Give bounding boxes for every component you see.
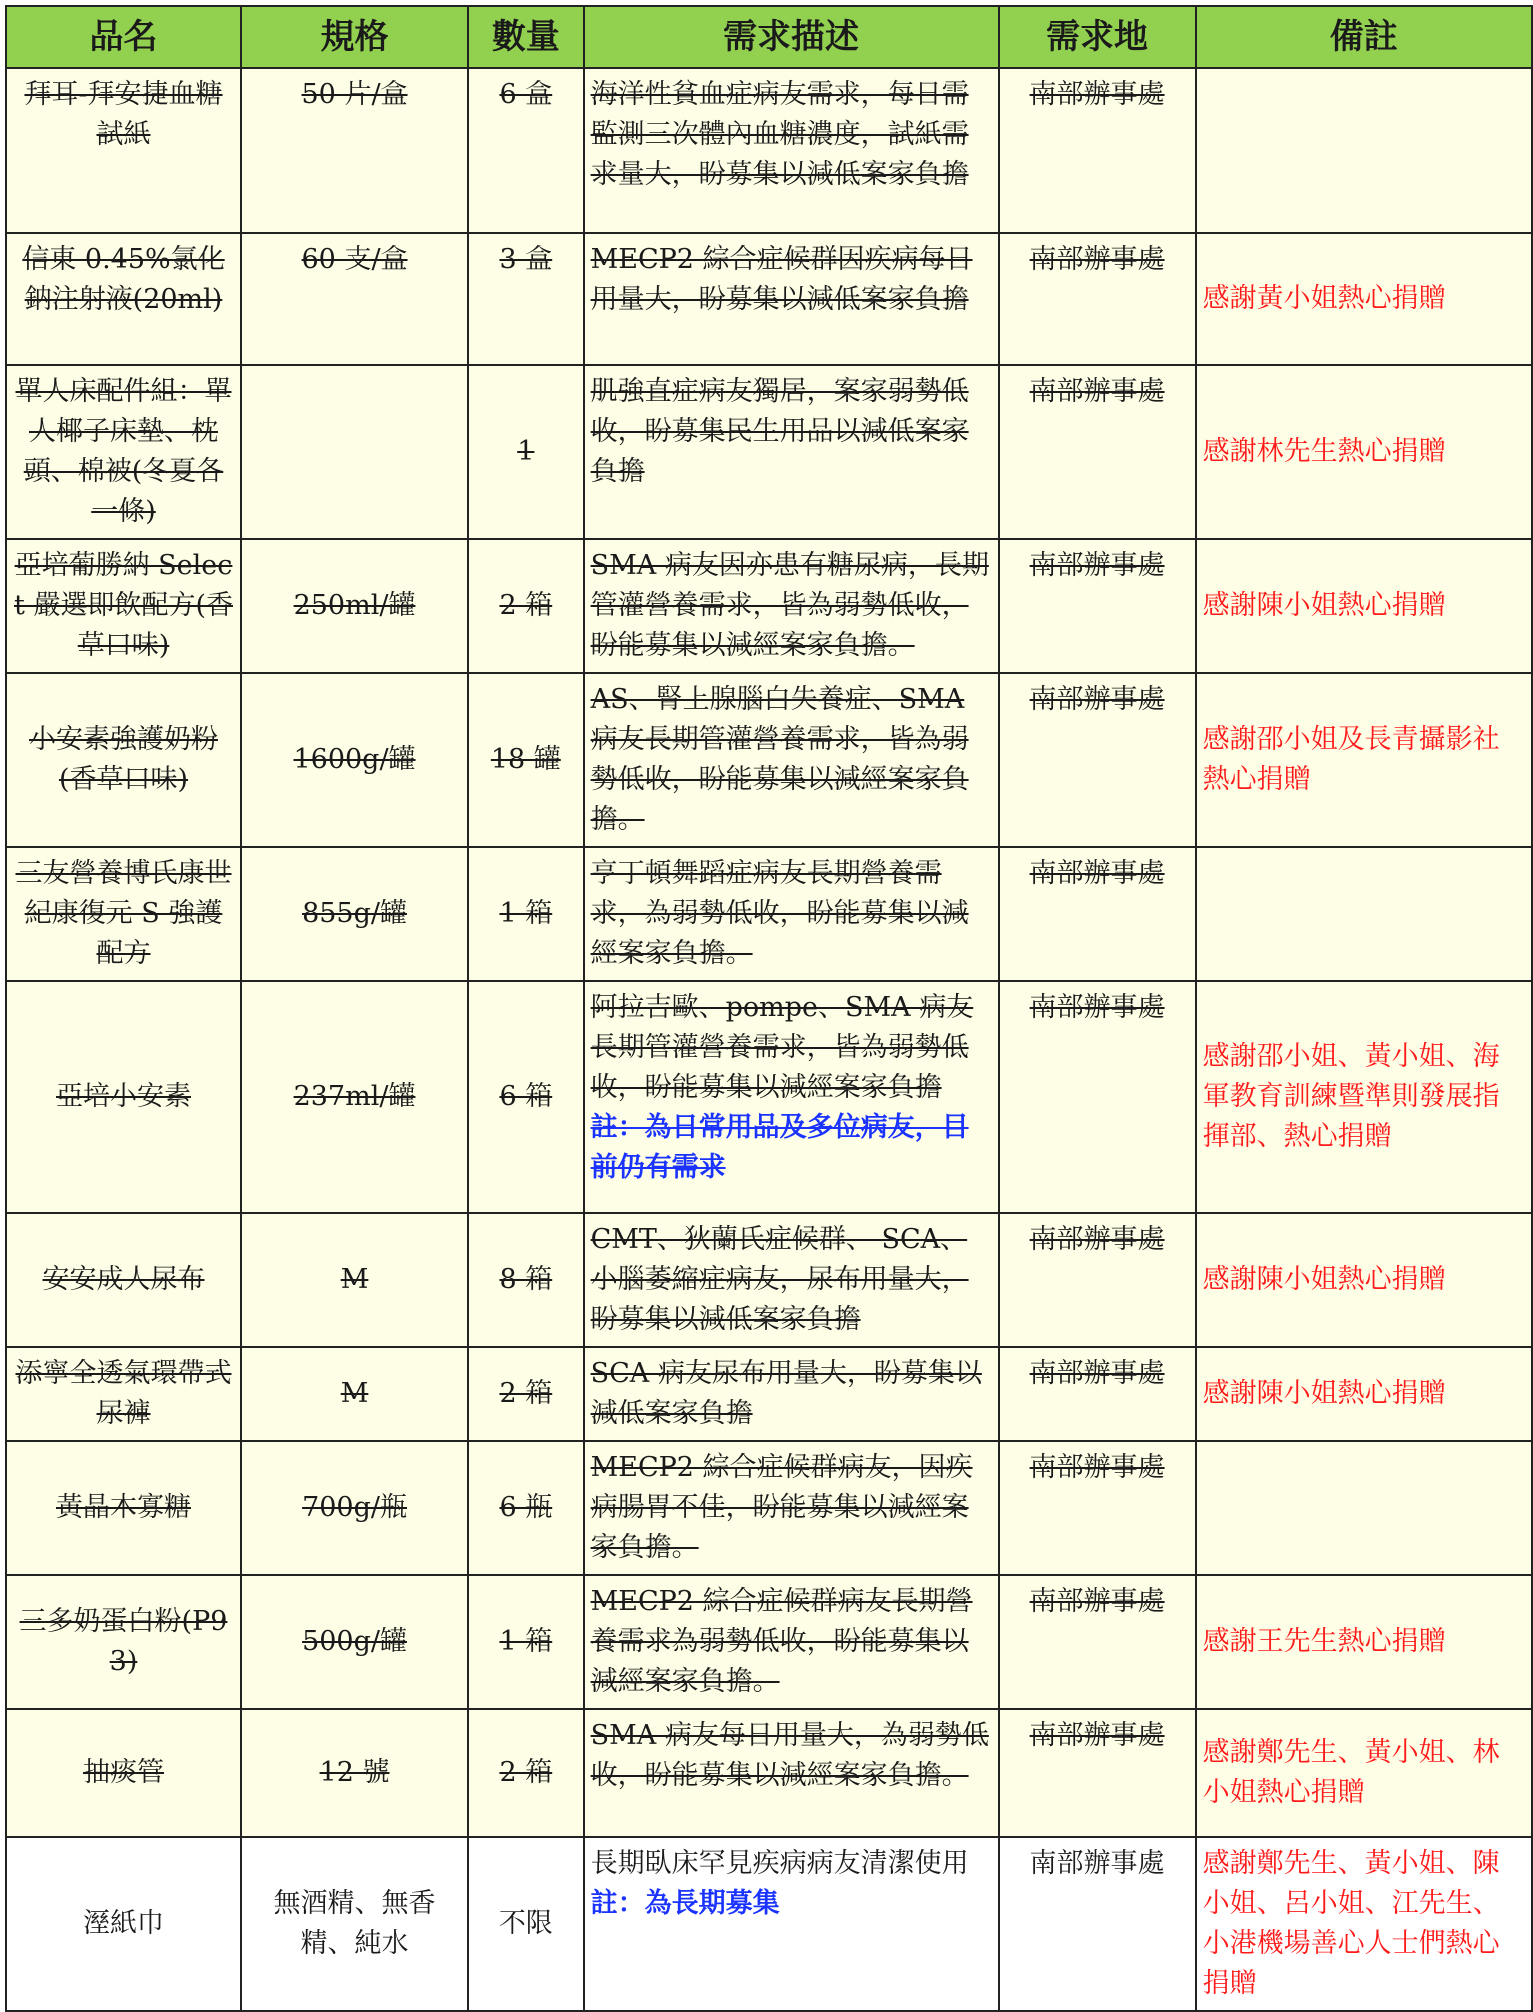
- cell-quantity-text: 6 瓶: [499, 1492, 553, 1523]
- cell-location-text: 南部辦事處: [1029, 1224, 1165, 1255]
- cell-description-text: 亨丁頓舞蹈症病友長期營養需求，為弱勢低收，盼能募集以減經案家負擔。: [590, 858, 969, 969]
- cell-item-name: [6, 1837, 241, 2011]
- cell-remarks-text: 感謝林先生熱心捐贈: [1202, 436, 1446, 467]
- cell-item-name-text: 單人床配件組：單人椰子床墊、枕頭、棉被(冬夏各一條): [15, 376, 232, 527]
- cell-spec-text: 250ml/罐: [293, 590, 416, 621]
- cell-remarks: [1196, 1347, 1532, 1441]
- cell-location-text: 南部辦事處: [1029, 79, 1165, 110]
- cell-location-text: 南部辦事處: [1029, 858, 1165, 889]
- cell-quantity-text: 2 箱: [499, 1757, 553, 1788]
- cell-quantity-text: 8 箱: [499, 1264, 553, 1295]
- cell-spec-text: M: [340, 1378, 369, 1409]
- cell-remarks: [1196, 365, 1532, 539]
- cell-remarks: [1196, 233, 1532, 365]
- cell-remarks: [1196, 68, 1532, 233]
- cell-location-text: 南部辦事處: [1029, 244, 1165, 275]
- cell-quantity: [468, 673, 584, 847]
- cell-location-text: 南部辦事處: [1029, 992, 1165, 1023]
- cell-remarks: [1196, 1575, 1532, 1709]
- cell-item-name: [6, 1709, 241, 1837]
- cell-spec: [241, 981, 468, 1213]
- cell-item-name: [6, 847, 241, 981]
- cell-quantity: [468, 68, 584, 233]
- cell-location-text: 南部辦事處: [1029, 550, 1165, 581]
- cell-item-name-text: 拜耳-拜安捷血糖試紙: [24, 79, 223, 150]
- cell-quantity-text: 1: [517, 436, 535, 467]
- cell-description: [584, 365, 999, 539]
- table-row: [6, 981, 1532, 1213]
- cell-description-text: 長期臥床罕見疾病病友清潔使用: [590, 1848, 969, 1879]
- cell-item-name: [6, 673, 241, 847]
- cell-item-name-text: 添寧全透氣環帶式尿褲: [15, 1358, 232, 1429]
- cell-location: [999, 1575, 1196, 1709]
- cell-quantity: [468, 1709, 584, 1837]
- description-note: 註：為日常用品及多位病友，目前仍有需求: [590, 1112, 969, 1183]
- cell-item-name-text: 亞培小安素: [56, 1081, 191, 1112]
- cell-description-text: SMA 病友因亦患有糖尿病，長期管灌營養需求，皆為弱勢低收，盼能募集以減經案家負擔。: [590, 550, 989, 661]
- cell-spec-text: 237ml/罐: [293, 1081, 416, 1112]
- cell-item-name-text: 溼紙巾: [83, 1908, 164, 1939]
- cell-quantity: [468, 1347, 584, 1441]
- cell-remarks: [1196, 673, 1532, 847]
- cell-item-name: [6, 68, 241, 233]
- cell-spec-text: 1600g/罐: [293, 744, 416, 775]
- donation-needs-table: [5, 5, 1533, 2012]
- cell-quantity-text: 6 盒: [499, 79, 553, 110]
- cell-quantity-text: 2 箱: [499, 590, 553, 621]
- cell-remarks: [1196, 1441, 1532, 1575]
- table-row: [6, 1213, 1532, 1347]
- cell-remarks-text: 感謝黃小姐熱心捐贈: [1202, 283, 1446, 314]
- cell-spec: [241, 233, 468, 365]
- table-row: [6, 233, 1532, 365]
- cell-remarks-text: 感謝陳小姐熱心捐贈: [1202, 1378, 1446, 1409]
- cell-description-text: 阿拉吉歐、pompe、SMA 病友長期管灌營養需求，皆為弱勢低收，盼能募集以減經案家負擔: [590, 992, 974, 1103]
- cell-item-name: [6, 1441, 241, 1575]
- table-row: [6, 1575, 1532, 1709]
- cell-item-name: [6, 1575, 241, 1709]
- table-row: [6, 673, 1532, 847]
- cell-location-text: 南部辦事處: [1029, 1848, 1165, 1879]
- cell-remarks-text: 感謝邵小姐及長青攝影社熱心捐贈: [1202, 724, 1500, 795]
- cell-location: [999, 1709, 1196, 1837]
- cell-description-text: SMA 病友每日用量大，為弱勢低收，盼能募集以減經案家負擔。: [590, 1720, 989, 1791]
- table-row: [6, 1837, 1532, 2011]
- cell-description-text: AS、腎上腺腦白失養症、SMA 病友長期管灌營養需求，皆為弱勢低收，盼能募集以減經案家負擔。: [590, 684, 969, 835]
- cell-spec-text: 500g/罐: [302, 1626, 407, 1657]
- cell-item-name: [6, 233, 241, 365]
- cell-description: [584, 847, 999, 981]
- cell-location: [999, 1347, 1196, 1441]
- cell-spec-text: 無酒精、無香精、純水: [273, 1888, 436, 1959]
- cell-remarks-text: 感謝鄭先生、黃小姐、陳小姐、呂小姐、江先生、小港機場善心人士們熱心捐贈: [1202, 1848, 1500, 1999]
- cell-quantity: [468, 233, 584, 365]
- cell-quantity-text: 1 箱: [499, 1626, 553, 1657]
- cell-remarks: [1196, 1709, 1532, 1837]
- cell-remarks: [1196, 1213, 1532, 1347]
- cell-spec: [241, 365, 468, 539]
- cell-description: [584, 981, 999, 1213]
- cell-quantity: [468, 1575, 584, 1709]
- cell-description: [584, 539, 999, 673]
- cell-quantity: [468, 1213, 584, 1347]
- cell-spec: [241, 847, 468, 981]
- cell-item-name: [6, 1213, 241, 1347]
- table-row: [6, 365, 1532, 539]
- cell-description: [584, 1837, 999, 2011]
- cell-remarks-text: 感謝鄭先生、黃小姐、林小姐熱心捐贈: [1202, 1737, 1500, 1808]
- cell-quantity-text: 1 箱: [499, 898, 553, 929]
- cell-item-name-text: 三友營養博氏康世紀康復元 S 強護配方: [15, 858, 232, 969]
- cell-spec: [241, 1575, 468, 1709]
- cell-quantity: [468, 981, 584, 1213]
- cell-quantity: [468, 1837, 584, 2011]
- cell-location-text: 南部辦事處: [1029, 684, 1165, 715]
- cell-description-text: 肌強直症病友獨居，案家弱勢低收，盼募集民生用品以減低案家負擔: [590, 376, 969, 487]
- cell-item-name: [6, 539, 241, 673]
- cell-item-name-text: 三多奶蛋白粉(P93): [19, 1606, 228, 1677]
- cell-remarks-text: 感謝陳小姐熱心捐贈: [1202, 590, 1446, 621]
- cell-description-text: CMT、狄蘭氏症候群、 SCA、小腦萎縮症病友，尿布用量大，盼募集以減低案家負擔: [590, 1224, 969, 1335]
- cell-item-name: [6, 365, 241, 539]
- cell-spec-text: 700g/瓶: [302, 1492, 407, 1523]
- cell-quantity: [468, 539, 584, 673]
- cell-description-text: 海洋性貧血症病友需求，每日需監測三次體內血糖濃度，試紙需求量大，盼募集以減低案家負擔: [590, 79, 969, 190]
- cell-remarks: [1196, 847, 1532, 981]
- header-spec: 規格: [241, 6, 468, 68]
- cell-quantity-text: 不限: [498, 1908, 553, 1939]
- cell-item-name-text: 抽痰管: [83, 1757, 164, 1788]
- cell-description: [584, 1347, 999, 1441]
- cell-item-name: [6, 1347, 241, 1441]
- cell-description-text: MECP2 綜合症候群病友，因疾病腸胃不佳，盼能募集以減經案家負擔。: [590, 1452, 973, 1563]
- cell-location: [999, 847, 1196, 981]
- cell-location: [999, 981, 1196, 1213]
- cell-location: [999, 233, 1196, 365]
- cell-item-name-text: 黃晶木寡糖: [56, 1492, 191, 1523]
- cell-remarks-text: 感謝王先生熱心捐贈: [1202, 1626, 1446, 1657]
- cell-location: [999, 365, 1196, 539]
- cell-remarks: [1196, 1837, 1532, 2011]
- description-note: 註：為長期募集: [590, 1888, 780, 1919]
- cell-quantity-text: 2 箱: [499, 1378, 553, 1409]
- cell-remarks: [1196, 539, 1532, 673]
- cell-quantity-text: 3 盒: [499, 244, 553, 275]
- cell-spec-text: 60 支/盒: [301, 244, 408, 275]
- cell-location: [999, 673, 1196, 847]
- header-description: 需求描述: [584, 6, 999, 68]
- cell-location-text: 南部辦事處: [1029, 1720, 1165, 1751]
- cell-quantity-text: 18 罐: [490, 744, 561, 775]
- cell-item-name-text: 信東 0.45%氯化鈉注射液(20ml): [22, 244, 225, 315]
- cell-location: [999, 1837, 1196, 2011]
- cell-description: [584, 1441, 999, 1575]
- cell-location: [999, 1441, 1196, 1575]
- table-row: [6, 539, 1532, 673]
- cell-spec: [241, 1441, 468, 1575]
- header-remarks: 備註: [1196, 6, 1532, 68]
- cell-spec-text: M: [340, 1264, 369, 1295]
- cell-description-text: MECP2 綜合症候群因疾病每日用量大，盼募集以減低案家負擔: [590, 244, 973, 315]
- cell-item-name-text: 安安成人尿布: [42, 1264, 205, 1295]
- cell-description: [584, 68, 999, 233]
- cell-location-text: 南部辦事處: [1029, 1358, 1165, 1389]
- table-row: [6, 1441, 1532, 1575]
- cell-location-text: 南部辦事處: [1029, 376, 1165, 407]
- cell-spec: [241, 68, 468, 233]
- cell-description: [584, 233, 999, 365]
- cell-item-name: [6, 981, 241, 1213]
- cell-spec: [241, 539, 468, 673]
- cell-item-name-text: 亞培葡勝納 Select 嚴選即飲配方(香草口味): [14, 550, 233, 661]
- table-row: [6, 847, 1532, 981]
- cell-location-text: 南部辦事處: [1029, 1452, 1165, 1483]
- cell-description: [584, 1709, 999, 1837]
- header-location: 需求地: [999, 6, 1196, 68]
- table-row: [6, 1347, 1532, 1441]
- table-row: [6, 1709, 1532, 1837]
- cell-remarks-text: 感謝陳小姐熱心捐贈: [1202, 1264, 1446, 1295]
- cell-description-text: SCA 病友尿布用量大，盼募集以減低案家負擔: [590, 1358, 982, 1429]
- cell-remarks-text: 感謝邵小姐、黃小姐、海軍教育訓練暨準則發展指揮部、熱心捐贈: [1202, 1041, 1500, 1152]
- cell-remarks: [1196, 981, 1532, 1213]
- cell-description: [584, 1575, 999, 1709]
- header-quantity: 數量: [468, 6, 584, 68]
- table-row: [6, 68, 1532, 233]
- cell-location: [999, 1213, 1196, 1347]
- cell-quantity: [468, 1441, 584, 1575]
- cell-spec: [241, 1347, 468, 1441]
- cell-spec-text: 855g/罐: [302, 898, 407, 929]
- cell-spec-text: 12 號: [319, 1757, 390, 1788]
- cell-description-text: MECP2 綜合症候群病友長期營養需求為弱勢低收，盼能募集以減經案家負擔。: [590, 1586, 973, 1697]
- cell-description: [584, 673, 999, 847]
- header-row: [6, 6, 1532, 68]
- cell-location: [999, 68, 1196, 233]
- cell-description: [584, 1213, 999, 1347]
- cell-spec: [241, 673, 468, 847]
- cell-location: [999, 539, 1196, 673]
- header-item-name: 品名: [6, 6, 241, 68]
- cell-item-name-text: 小安素強護奶粉(香草口味): [29, 724, 218, 795]
- cell-quantity: [468, 847, 584, 981]
- cell-quantity-text: 6 箱: [499, 1081, 553, 1112]
- cell-spec: [241, 1837, 468, 2011]
- cell-spec: [241, 1709, 468, 1837]
- cell-location-text: 南部辦事處: [1029, 1586, 1165, 1617]
- cell-spec-text: 50 片/盒: [301, 79, 408, 110]
- cell-quantity: [468, 365, 584, 539]
- cell-spec: [241, 1213, 468, 1347]
